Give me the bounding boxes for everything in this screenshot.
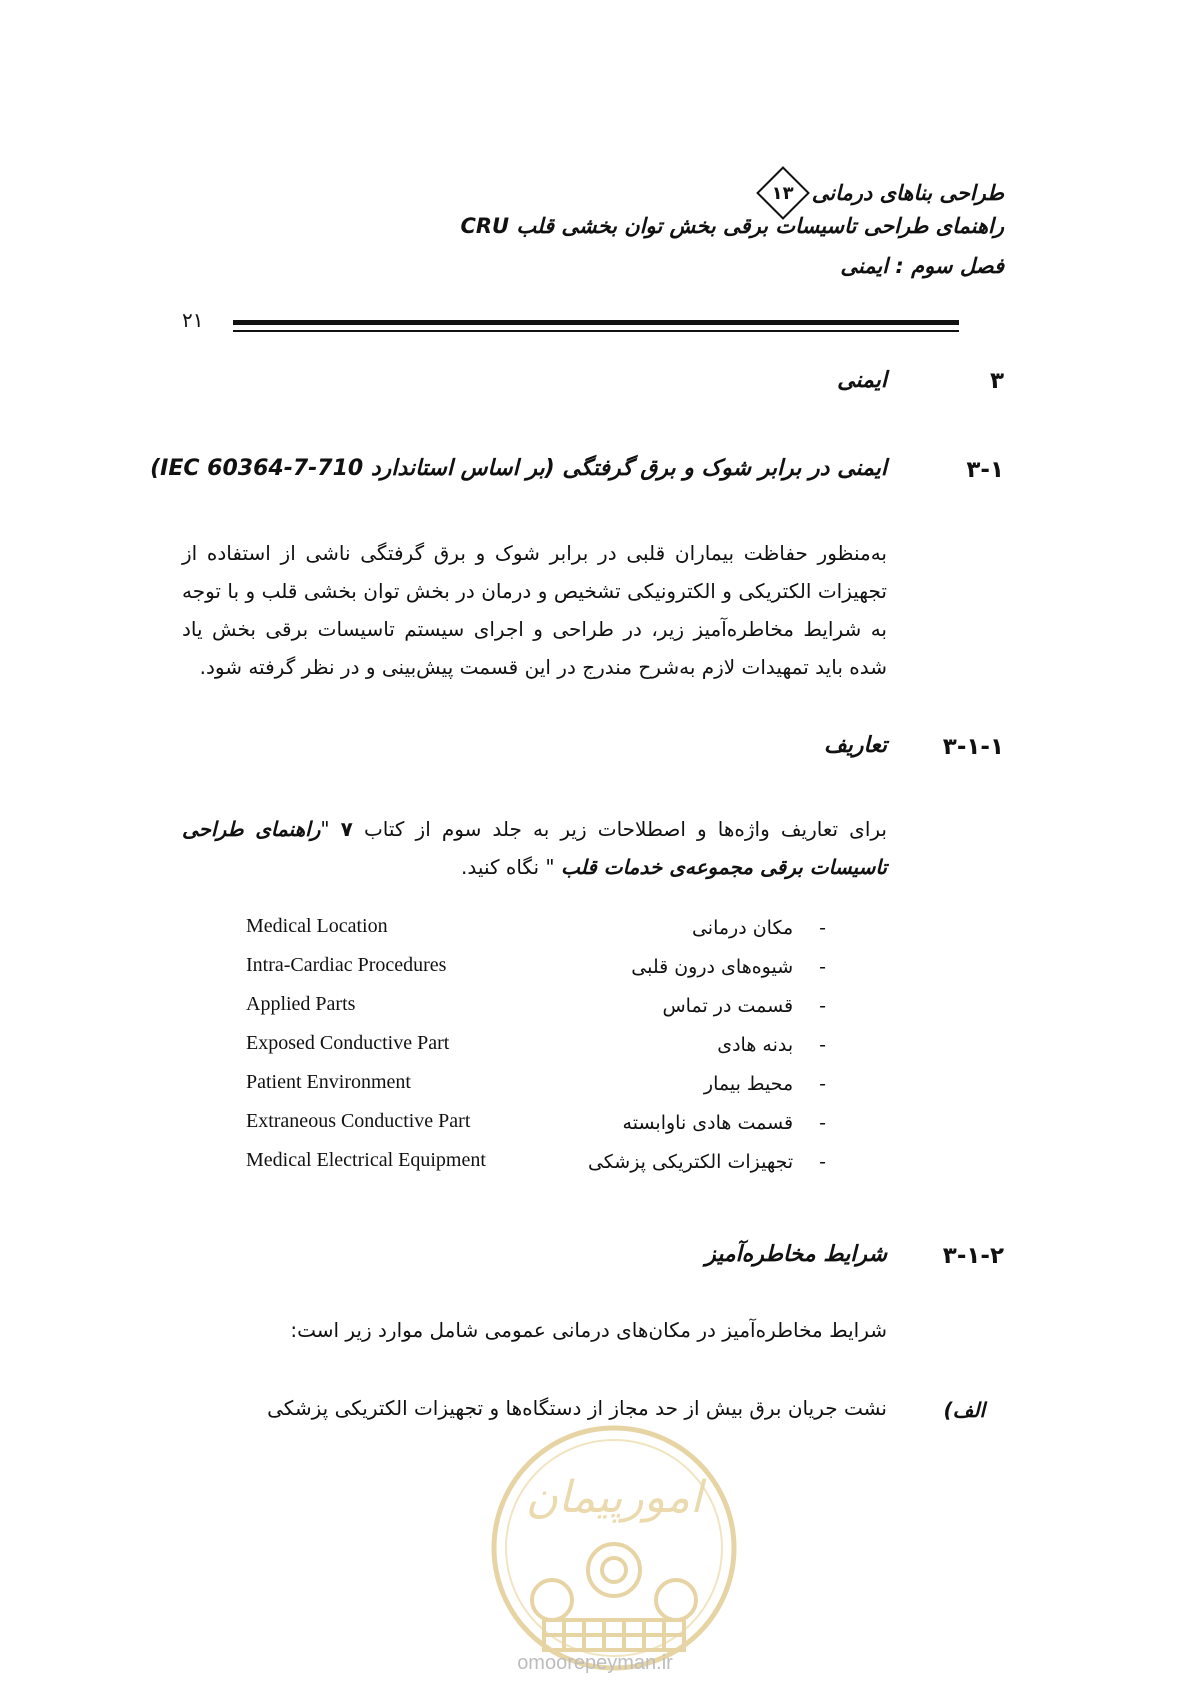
header-rule-thick	[233, 320, 959, 325]
definition-persian: -قسمت در تماس	[662, 995, 826, 1017]
volume-badge: ۱۳	[756, 166, 810, 220]
definition-persian: -مکان درمانی	[691, 917, 826, 939]
watermark-seal-icon	[486, 1420, 742, 1676]
list-item	[246, 1149, 826, 1188]
definition-english: Medical Location	[246, 915, 388, 937]
definition-persian: -بدنه هادی	[717, 1034, 826, 1056]
hazards-number: ۳-۱-۲	[942, 1243, 1004, 1269]
definitions-list	[246, 915, 826, 1188]
list-item	[246, 1110, 826, 1149]
definition-persian: -محیط بیمار	[703, 1073, 826, 1095]
list-item	[246, 915, 826, 954]
definition-persian: -قسمت هادی ناوابسته	[622, 1112, 826, 1134]
hazards-intro: شرایط مخاطره‌آمیز در مکان‌های درمانی عمومی شامل موارد زیر است:	[290, 1318, 887, 1342]
definition-english: Exposed Conductive Part	[246, 1032, 450, 1054]
book-title: راهنمای طراحی تاسیسات برقی مجموعه‌ی خدمات قلب	[182, 817, 887, 879]
page-number: ۲۱	[182, 308, 204, 332]
header-rule-thin	[233, 330, 959, 332]
subsection-number: ۳-۱	[966, 457, 1004, 483]
definition-persian: -تجهیزات الکتریکی پزشکی	[587, 1151, 826, 1173]
list-item-text: نشت جریان برق بیش از حد مجاز از دستگاه‌ها و تجهیزات الکتریکی پزشکی	[267, 1396, 887, 1420]
definition-persian: -شیوه‌های درون قلبی	[631, 956, 826, 978]
definitions-number: ۳-۱-۱	[942, 734, 1004, 760]
document-series-title	[754, 174, 1004, 212]
watermark-url: omoorepeyman.ir	[517, 1652, 673, 1674]
list-item	[246, 1071, 826, 1110]
definition-english: Applied Parts	[246, 993, 356, 1015]
subsection-title: ایمنی در برابر شوک و برق گرفتگی (بر اساس استاندارد IEC 60364-7-710)	[150, 456, 887, 481]
definition-english: Intra-Cardiac Procedures	[246, 954, 447, 976]
section-number: ۳	[989, 368, 1004, 394]
list-item-label: الف)	[943, 1398, 985, 1422]
definition-english: Extraneous Conductive Part	[246, 1110, 471, 1132]
chapter-title: فصل سوم : ایمنی	[840, 254, 1004, 278]
definition-english: Patient Environment	[246, 1071, 411, 1093]
intro-paragraph: به‌منظور حفاظت بیماران قلبی در برابر شوک و برق گرفتگی ناشی از استفاده از تجهیزات الکتریکی و الکترونیکی تشخیص و درمان در بخش توان بخشی قلب و با توجه به شرایط مخاطره‌آمیز زیر، در طراحی و اجرای سیستم تاسیسات برقی بخش یاد شده باید تمهیدات لازم به‌شرح مندرج در این قسمت پیش‌بینی و در نظر گرفته شود.	[182, 541, 887, 679]
definition-english: Medical Electrical Equipment	[246, 1149, 486, 1171]
watermark-seal-text: امورپیمان	[525, 1472, 703, 1523]
definitions-title: تعاریف	[824, 733, 887, 758]
definitions-paragraph: برای تعاریف واژه‌ها و اصطلاحات زیر به جلد سوم از کتاب ۷ "راهنمای طراحی تاسیسات برقی مجموعه‌ی خدمات قلب " نگاه کنید.	[182, 817, 887, 879]
book-number: ۷	[340, 817, 353, 841]
list-item	[246, 1032, 826, 1071]
hazards-title: شرایط مخاطره‌آمیز	[705, 1242, 887, 1267]
list-item	[246, 993, 826, 1032]
series-title-text: طراحی بناهای درمانی	[811, 181, 1004, 205]
list-item	[246, 954, 826, 993]
document-subtitle: راهنمای طراحی تاسیسات برقی بخش توان بخشی قلب CRU	[460, 214, 1004, 238]
section-title: ایمنی	[837, 368, 887, 393]
